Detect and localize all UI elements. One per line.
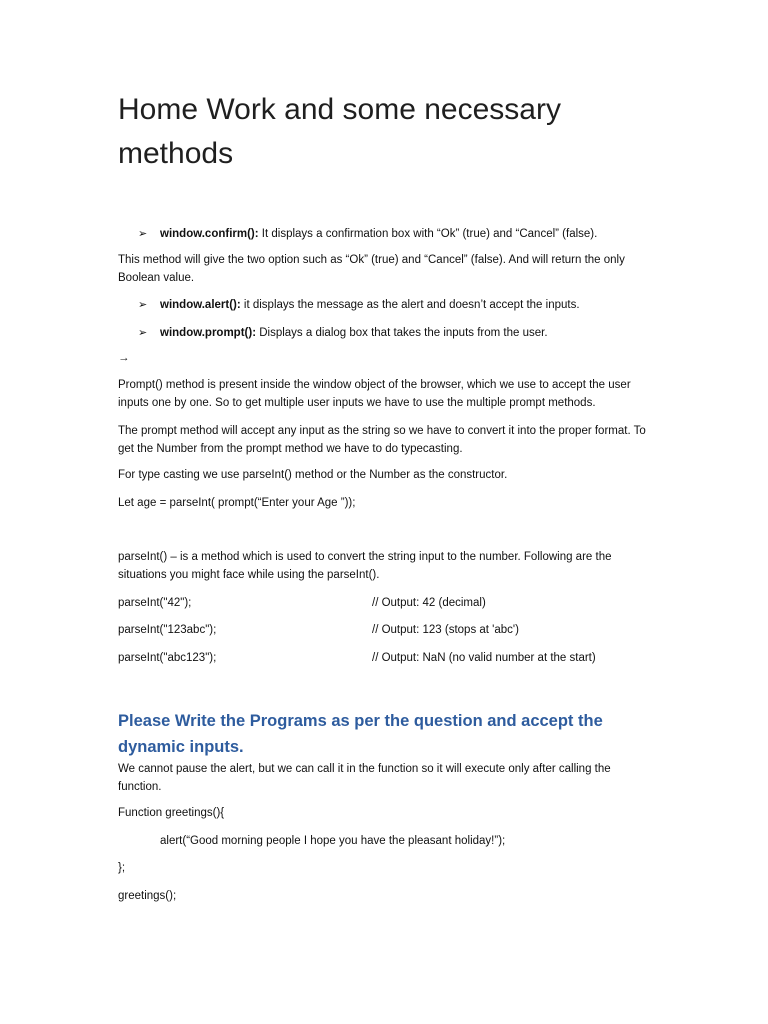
code-line-alert: alert(“Good morning people I hope you have the pleasant holiday!”); <box>160 835 506 847</box>
bullet-prompt <box>138 325 548 342</box>
age-code-line: Let age = parseInt( prompt(“Enter your Age ”)); <box>118 497 356 509</box>
bullet-alert <box>138 297 580 314</box>
example-code-2: parseInt("123abc"); <box>118 624 217 636</box>
code-line-close: }; <box>118 862 126 874</box>
example-code-3: parseInt("abc123"); <box>118 652 217 664</box>
prompt-string-paragraph: The prompt method will accept any input as the string so we have to convert it into the proper format. To get the Number from the prompt method we have to do typecasting. <box>118 425 649 455</box>
right-arrow-icon: → <box>118 352 130 364</box>
example-code-1: parseInt("42"); <box>118 597 192 609</box>
bullet-arrow-icon: ➢ <box>138 327 148 339</box>
example-output-3: // Output: NaN (no valid number at the start) <box>372 652 596 664</box>
confirm-note: This method will give the two option such as “Ok” (true) and “Cancel” (false). And will return the only Boolean value. <box>118 254 629 284</box>
typecasting-paragraph: For type casting we use parseInt() method or the Number as the constructor. <box>118 469 508 481</box>
method-name-confirm: window.confirm(): <box>160 228 259 240</box>
method-desc-confirm: It displays a confirmation box with “Ok” (true) and “Cancel” (false). <box>258 228 598 240</box>
section-heading: Please Write the Programs as per the question and accept the dynamic inputs. <box>118 712 603 756</box>
method-name-prompt: window.prompt(): <box>160 327 257 339</box>
code-line-call: greetings(); <box>118 890 177 902</box>
parseint-paragraph: parseInt() – is a method which is used to convert the string input to the number. Following are the situations you might face while using the parseInt(). <box>118 551 615 581</box>
alert-note: We cannot pause the alert, but we can call it in the function so it will execute only after calling the function. <box>118 763 614 793</box>
bullet-confirm <box>138 226 597 243</box>
method-name-alert: window.alert(): <box>160 299 241 311</box>
example-output-2: // Output: 123 (stops at 'abc') <box>372 624 519 636</box>
method-desc-prompt: Displays a dialog box that takes the inputs from the user. <box>256 327 548 339</box>
bullet-arrow-icon: ➢ <box>138 228 148 240</box>
page-title: Home Work and some necessary methods <box>118 93 561 170</box>
method-desc-alert: it displays the message as the alert and doesn’t accept the inputs. <box>240 299 580 311</box>
example-output-1: // Output: 42 (decimal) <box>372 597 486 609</box>
prompt-paragraph: Prompt() method is present inside the window object of the browser, which we use to accept the user inputs one by one. So to get multiple user inputs we have to use the multiple prompt methods. <box>118 379 634 409</box>
bullet-arrow-icon: ➢ <box>138 299 148 311</box>
code-line-function: Function greetings(){ <box>118 807 225 819</box>
